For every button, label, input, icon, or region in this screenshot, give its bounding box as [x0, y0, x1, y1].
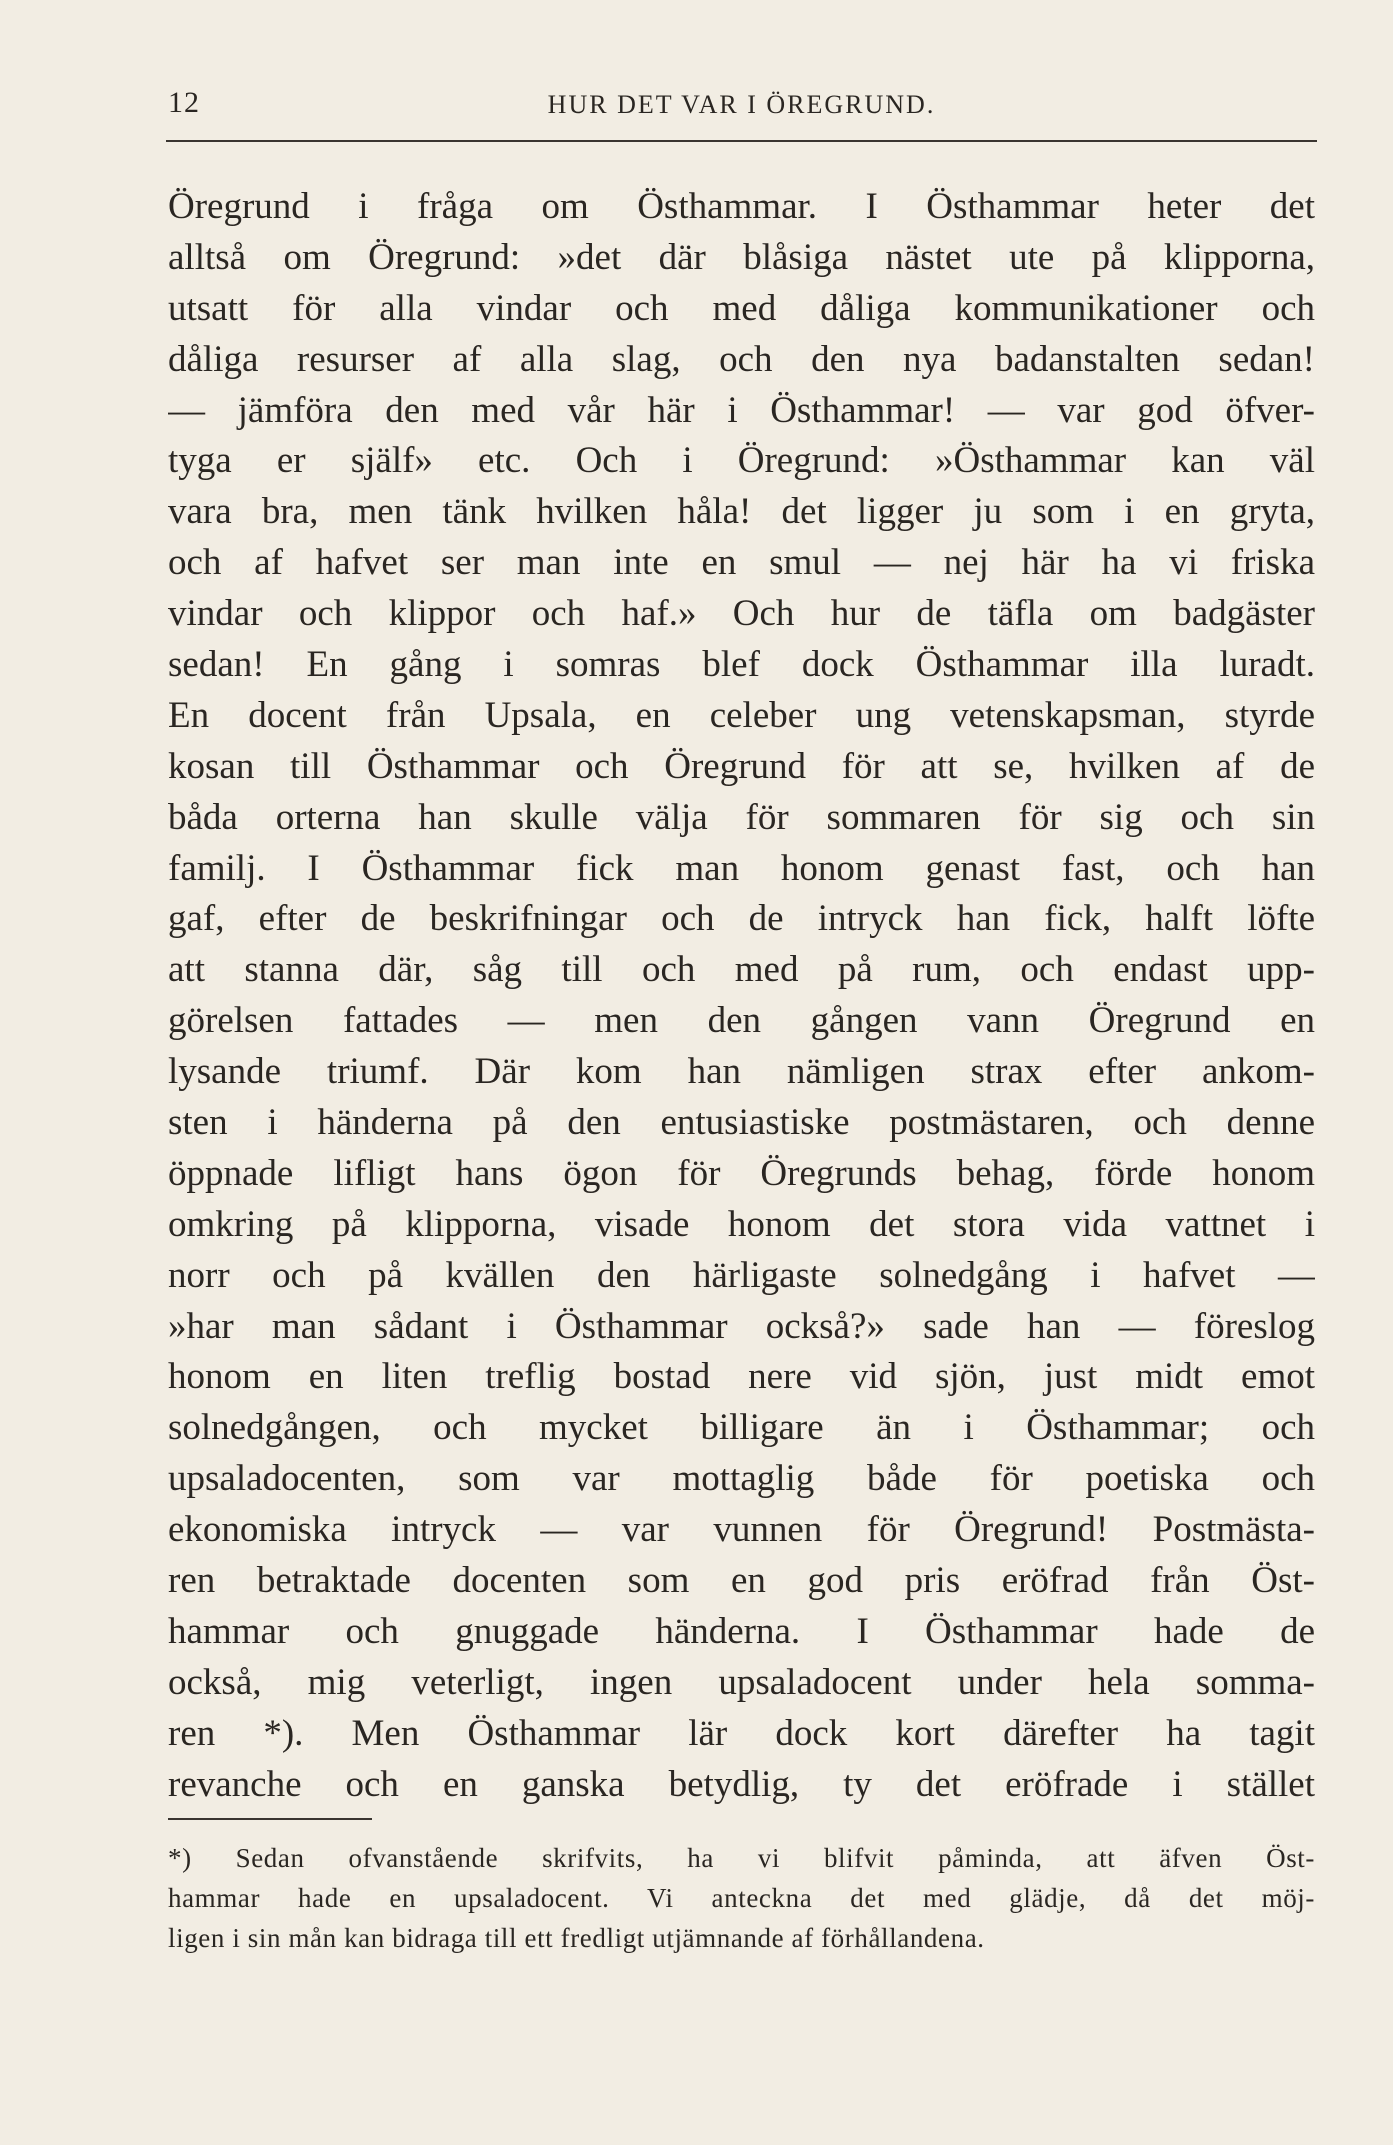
text-line: familj. I Östhammar fick man honom genast fast, och han	[168, 847, 1315, 889]
text-line: solnedgången, och mycket billigare än i Östhammar; och	[168, 1407, 1315, 1449]
text-line: En docent från Upsala, en celeber ung vetenskapsman, styrde	[168, 694, 1315, 736]
text-line: honom en liten treflig bostad nere vid sjön, just midt emot	[168, 1356, 1315, 1398]
footnote-rule	[168, 1818, 372, 1820]
footnote-line: ligen i sin mån kan bidraga till ett fredligt utjämnande af förhållandena.	[168, 1923, 985, 1953]
text-line: att stanna där, såg till och med på rum, och endast upp-	[168, 949, 1315, 991]
footnote-line: *) Sedan ofvanstående skrifvits, ha vi blifvit påminda, att äfven Öst-	[168, 1843, 1315, 1873]
text-line: revanche och en ganska betydlig, ty det eröfrade i stället	[168, 1763, 1315, 1805]
text-line: »har man sådant i Östhammar också?» sade han — föreslog	[168, 1305, 1315, 1347]
text-line: också, mig veterligt, ingen upsaladocent under hela somma-	[168, 1661, 1315, 1703]
body-text	[168, 182, 1315, 1811]
text-line: hammar och gnuggade händerna. I Östhammar hade de	[168, 1610, 1315, 1652]
text-line: norr och på kvällen den härligaste solnedgång i hafvet —	[168, 1254, 1315, 1296]
text-line: ekonomiska intryck — var vunnen för Öregrund! Postmästa-	[168, 1509, 1315, 1551]
text-line: omkring på klipporna, visade honom det stora vida vattnet i	[168, 1203, 1315, 1245]
text-line: vara bra, men tänk hvilken håla! det ligger ju som i en gryta,	[168, 491, 1315, 533]
text-line: kosan till Östhammar och Öregrund för att se, hvilken af de	[168, 745, 1315, 787]
text-line: båda orterna han skulle välja för sommaren för sig och sin	[168, 796, 1315, 838]
header-rule	[166, 140, 1317, 142]
text-line: dåliga resurser af alla slag, och den nya badanstalten sedan!	[168, 338, 1315, 380]
text-line: sedan! En gång i somras blef dock Östhammar illa luradt.	[168, 644, 1315, 686]
text-line: Öregrund i fråga om Östhammar. I Östhammar heter det	[168, 186, 1315, 227]
text-line: sten i händerna på den entusiastiske postmästaren, och denne	[168, 1102, 1315, 1144]
text-line: vindar och klippor och haf.» Och hur de täfla om badgäster	[168, 593, 1315, 635]
text-line: utsatt för alla vindar och med dåliga kommunikationer och	[168, 287, 1315, 329]
page-header	[168, 86, 1315, 126]
footnote	[168, 1838, 1315, 1958]
text-line: alltså om Öregrund: »det där blåsiga nästet ute på klipporna,	[168, 236, 1315, 278]
text-line: öppnade lifligt hans ögon för Öregrunds behag, förde honom	[168, 1152, 1315, 1194]
text-line: ren *). Men Östhammar lär dock kort därefter ha tagit	[168, 1712, 1315, 1754]
text-line: lysande triumf. Där kom han nämligen strax efter ankom-	[168, 1051, 1315, 1093]
text-line: görelsen fattades — men den gången vann Öregrund en	[168, 1000, 1315, 1042]
footnote-line: hammar hade en upsaladocent. Vi anteckna det med glädje, då det möj-	[168, 1883, 1315, 1913]
page-number: 12	[168, 86, 200, 119]
text-line: och af hafvet ser man inte en smul — nej här ha vi friska	[168, 542, 1315, 584]
running-title: HUR DET VAR I ÖREGRUND.	[547, 90, 936, 119]
text-line: upsaladocenten, som var mottaglig både för poetiska och	[168, 1458, 1315, 1500]
text-line: — jämföra den med vår här i Östhammar! — var god öfver-	[168, 389, 1315, 431]
text-line: tyga er själf» etc. Och i Öregrund: »Östhammar kan väl	[168, 440, 1315, 482]
text-line: ren betraktade docenten som en god pris eröfrad från Öst-	[168, 1560, 1315, 1602]
text-line: gaf, efter de beskrifningar och de intryck han fick, halft löfte	[168, 898, 1315, 940]
